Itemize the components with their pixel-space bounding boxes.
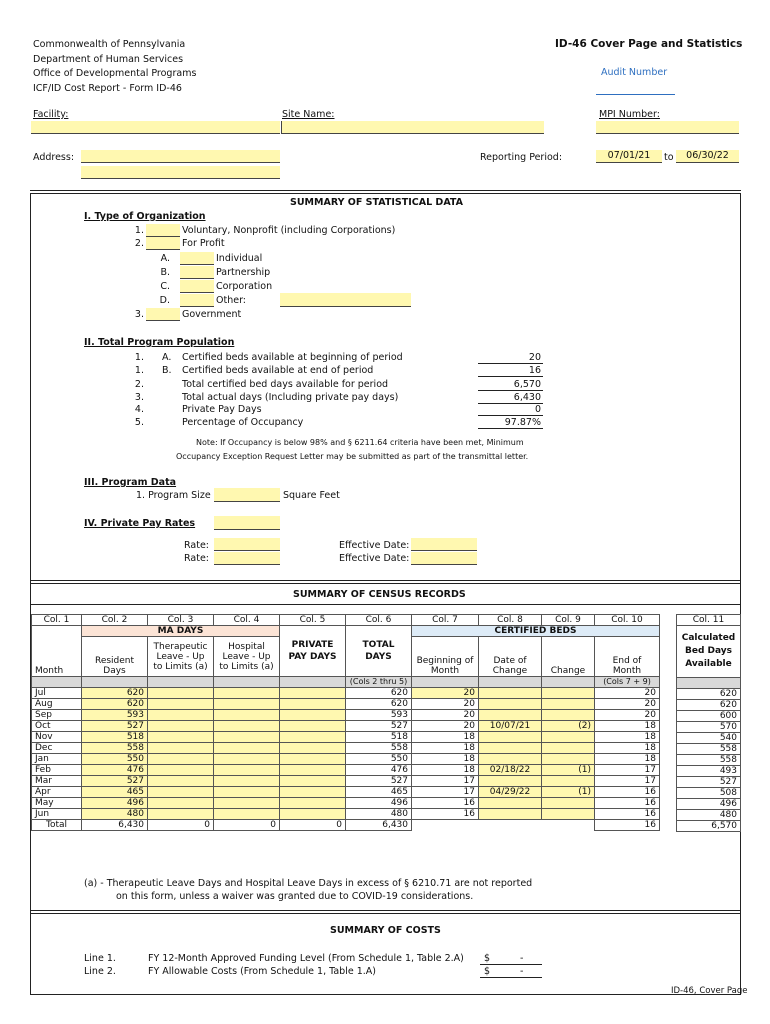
date-change-cell[interactable] [479,710,542,721]
cost-value: - [520,953,524,964]
total-hospital: 0 [214,820,280,831]
square-feet-label: Square Feet [283,490,340,501]
total-total: 6,430 [346,820,412,831]
total-private: 0 [280,820,346,831]
therapeutic-cell[interactable] [148,798,214,809]
calc-bed-days-cell: 620 [677,689,741,700]
period-to: to [664,152,674,163]
org-label: Corporation [216,281,273,292]
change-cell[interactable] [542,743,595,754]
end-month-cell: 18 [595,732,660,743]
calc-bed-days-cell: 558 [677,744,741,755]
private-pay-cell[interactable] [280,787,346,798]
private-pay-cell[interactable] [280,732,346,743]
facility-field[interactable] [31,121,280,134]
change-header: Change [542,637,595,677]
therapeutic-cell[interactable] [148,754,214,765]
end-month-cell: 17 [595,776,660,787]
cost-line-1-value [480,953,542,965]
cost-line-num: Line 1. [84,953,116,964]
pop-label: Certified beds available at end of period [182,365,374,376]
end-month-cell: 18 [595,721,660,732]
month-cell: Mar [32,776,82,787]
census-table [31,614,660,831]
hospital-cell[interactable] [214,710,280,721]
therapeutic-cell[interactable] [148,732,214,743]
resident-days-cell[interactable]: 593 [82,710,148,721]
census-row [32,798,660,809]
census-row [32,699,660,710]
rates-field[interactable] [214,516,280,530]
rate-field-1[interactable] [214,538,280,551]
census-row [32,721,660,732]
org-field-other[interactable] [180,294,214,307]
pop-value: 6,570 [478,379,543,391]
pop-value: 20 [478,352,543,364]
hospital-header: Hospital Leave - Up to Limits (a) [214,637,280,677]
resident-days-cell[interactable]: 465 [82,787,148,798]
col-label: Col. 11 [677,615,741,626]
org-label: For Profit [182,238,225,249]
change-cell[interactable] [542,809,595,820]
month-cell: Dec [32,743,82,754]
calc-bed-days-cell: 493 [677,766,741,777]
hospital-cell[interactable] [214,688,280,699]
pop-num: 1. [134,352,144,363]
beginning-cell: 18 [412,765,479,776]
change-cell[interactable]: (1) [542,787,595,798]
cost-value: - [520,966,524,977]
beginning-cell: 17 [412,787,479,798]
pop-sub: A. [162,352,172,363]
change-cell[interactable] [542,776,595,787]
org-label: Government [182,309,242,320]
pop-label: Total certified bed days available for period [182,379,389,390]
org-num: B. [160,267,170,278]
site-name-label: Site Name: [282,109,335,120]
calc-bed-days-header: Calculated Bed Days Available [677,626,741,678]
pop-label: Private Pay Days [182,404,262,415]
total-calc: 6,570 [677,821,741,832]
col-label: Col. 2 [82,615,148,626]
col-label: Col. 10 [595,615,660,626]
agency-block [33,38,196,96]
total-days-cell: 465 [346,787,412,798]
calc-bed-days-cell: 540 [677,733,741,744]
pop-num: 1. [134,365,144,376]
cost-line-label: FY 12-Month Approved Funding Level (From Schedule 1, Table 2.A) [148,953,464,964]
resident-days-cell[interactable]: 527 [82,721,148,732]
resident-days-cell[interactable]: 480 [82,809,148,820]
end-month-cell: 16 [595,798,660,809]
date-change-header: Date of Change [479,637,542,677]
col-label: Col. 8 [479,615,542,626]
end-month-header: End of Month [595,637,660,677]
month-cell: Aug [32,699,82,710]
cost-line-label: FY Allowable Costs (From Schedule 1, Table 1.A) [148,966,376,977]
agency-line: Department of Human Services [33,53,184,65]
resident-days-cell[interactable]: 527 [82,776,148,787]
org-field-government[interactable] [146,308,180,321]
org-heading: I. Type of Organization [84,211,206,222]
certified-beds-header: CERTIFIED BEDS [412,626,660,637]
date-change-cell[interactable] [479,688,542,699]
beginning-cell: 18 [412,732,479,743]
therapeutic-header: Therapeutic Leave - Up to Limits (a) [148,637,214,677]
statistical-title: SUMMARY OF STATISTICAL DATA [290,197,464,208]
total-therapeutic: 0 [148,820,214,831]
month-cell: Nov [32,732,82,743]
hospital-cell[interactable] [214,754,280,765]
private-pay-cell[interactable] [280,809,346,820]
therapeutic-cell[interactable] [148,809,214,820]
hospital-cell[interactable] [214,732,280,743]
change-cell[interactable]: (2) [542,721,595,732]
calc-bed-days-cell: 508 [677,788,741,799]
total-days-cell: 527 [346,721,412,732]
footnote-2: on this form, unless a waiver was granted due to COVID-19 considerations. [116,891,474,902]
agency-line: Commonwealth of Pennsylvania [33,39,186,50]
census-row [32,688,660,699]
month-cell: Oct [32,721,82,732]
org-label: Other: [216,295,247,306]
calc-bed-days-cell: 480 [677,810,741,821]
therapeutic-cell[interactable] [148,765,214,776]
agency-line: Office of Developmental Programs [33,68,197,79]
org-num: 3. [134,309,144,320]
date-change-cell[interactable] [479,776,542,787]
rate-label: Rate: [184,540,209,551]
resident-days-cell[interactable]: 620 [82,688,148,699]
program-size-label: 1. Program Size [136,490,211,501]
resident-days-cell[interactable]: 476 [82,765,148,776]
col-label: Col. 7 [412,615,479,626]
beginning-cell: 16 [412,809,479,820]
total-row [32,820,660,831]
period-end[interactable]: 06/30/22 [676,150,739,163]
resident-days-cell[interactable]: 550 [82,754,148,765]
beginning-cell: 18 [412,743,479,754]
pop-num: 4. [134,404,144,415]
effective-date-label: Effective Date: [339,540,410,551]
therapeutic-cell[interactable] [148,688,214,699]
census-row [32,754,660,765]
address-field-1[interactable] [81,150,280,163]
therapeutic-cell[interactable] [148,699,214,710]
month-cell: Jan [32,754,82,765]
private-pay-cell[interactable] [280,754,346,765]
month-cell: Feb [32,765,82,776]
beginning-cell[interactable]: 20 [412,688,479,699]
pop-sub: B. [162,365,172,376]
date-change-cell[interactable] [479,699,542,710]
col-label: Col. 4 [214,615,280,626]
beginning-cell: 16 [412,798,479,809]
org-label: Partnership [216,267,271,278]
private-pay-cell[interactable] [280,798,346,809]
beginning-cell: 17 [412,776,479,787]
resident-days-cell[interactable]: 496 [82,798,148,809]
census-row [32,765,660,776]
cols-2-5-note: (Cols 2 thru 5) [346,677,412,688]
private-pay-cell[interactable] [280,721,346,732]
effective-date-field-1[interactable] [411,538,477,551]
change-cell[interactable] [542,688,595,699]
costs-title: SUMMARY OF COSTS [330,925,441,936]
org-label: Voluntary, Nonprofit (including Corporations) [182,225,396,236]
date-change-cell[interactable]: 02/18/22 [479,765,542,776]
total-days-cell: 518 [346,732,412,743]
total-days-cell: 527 [346,776,412,787]
end-month-cell: 20 [595,699,660,710]
site-name-field[interactable] [281,121,544,134]
col-label: Col. 6 [346,615,412,626]
dollar-sign: $ [484,953,491,964]
change-cell[interactable] [542,732,595,743]
beginning-cell: 20 [412,721,479,732]
resident-days-header: Resident Days [82,637,148,677]
col-label: Col. 3 [148,615,214,626]
program-heading: III. Program Data [84,477,177,488]
change-cell[interactable] [542,754,595,765]
month-header: Month [32,626,82,677]
private-pay-header: PRIVATE PAY DAYS [280,626,346,677]
org-other-text-field[interactable] [280,293,411,307]
total-days-cell: 593 [346,710,412,721]
effective-date-label: Effective Date: [339,553,410,564]
therapeutic-cell[interactable] [148,743,214,754]
date-change-cell[interactable]: 04/29/22 [479,787,542,798]
address-field-2[interactable] [81,166,280,179]
rate-label: Rate: [184,553,209,564]
private-pay-cell[interactable] [280,743,346,754]
beginning-cell: 18 [412,754,479,765]
effective-date-field-2[interactable] [411,552,477,565]
pop-value: 6,430 [478,392,543,404]
footer-label: ID-46, Cover Page [671,986,748,996]
beginning-header: Beginning of Month [412,637,479,677]
census-row [32,787,660,798]
facility-label: Facility: [33,109,69,120]
end-month-cell: 18 [595,743,660,754]
end-month-cell: 20 [595,688,660,699]
note-line-2: Occupancy Exception Request Letter may be submitted as part of the transmittal letter. [176,452,529,461]
end-month-cell: 16 [595,787,660,798]
end-month-cell: 17 [595,765,660,776]
total-days-header: TOTAL DAYS [346,626,412,677]
date-change-cell[interactable] [479,798,542,809]
date-change-cell[interactable]: 10/07/21 [479,721,542,732]
private-pay-cell[interactable] [280,699,346,710]
program-size-field[interactable] [214,488,280,502]
census-row [32,809,660,820]
pop-value: 16 [478,365,543,377]
change-cell[interactable] [542,710,595,721]
census-row [32,743,660,754]
org-num: D. [159,295,170,306]
audit-number-line [596,94,675,95]
hospital-cell[interactable] [214,798,280,809]
census-title: SUMMARY OF CENSUS RECORDS [293,589,466,600]
month-cell: Sep [32,710,82,721]
end-month-cell: 20 [595,710,660,721]
therapeutic-cell[interactable] [148,787,214,798]
total-label: Total [32,820,82,831]
hospital-cell[interactable] [214,776,280,787]
col-label: Col. 1 [32,615,82,626]
org-label: Individual [216,253,263,264]
pop-label: Total actual days (Including private pay days) [182,392,399,403]
beginning-cell: 20 [412,699,479,710]
date-change-cell[interactable] [479,732,542,743]
calc-bed-days-cell: 600 [677,711,741,722]
change-cell[interactable] [542,798,595,809]
beginning-cell: 20 [412,710,479,721]
rates-heading: IV. Private Pay Rates [84,518,196,529]
org-num: 1. [134,225,144,236]
hospital-cell[interactable] [214,699,280,710]
period-start[interactable]: 07/01/21 [596,150,662,163]
org-num: 2. [134,238,144,249]
col-label-row [32,615,660,626]
therapeutic-cell[interactable] [148,710,214,721]
address-label: Address: [33,152,75,163]
org-field-forprofit[interactable] [146,237,180,250]
date-change-cell[interactable] [479,809,542,820]
resident-days-cell[interactable]: 620 [82,699,148,710]
total-days-cell: 496 [346,798,412,809]
pop-num: 2. [134,379,144,390]
total-days-cell: 480 [346,809,412,820]
total-days-cell: 620 [346,699,412,710]
cost-line-num: Line 2. [84,966,116,977]
calc-bed-days-cell: 558 [677,755,741,766]
pop-num: 5. [134,417,144,428]
month-cell: Apr [32,787,82,798]
org-num: C. [160,281,170,292]
private-pay-cell[interactable] [280,688,346,699]
therapeutic-cell[interactable] [148,721,214,732]
census-row [32,776,660,787]
pop-value: 0 [478,404,543,416]
end-month-cell: 18 [595,754,660,765]
hospital-cell[interactable] [214,787,280,798]
pop-value: 97.87% [478,417,543,429]
therapeutic-cell[interactable] [148,776,214,787]
census-row [32,732,660,743]
reporting-period-label: Reporting Period: [480,152,563,163]
calc-bed-days-cell: 527 [677,777,741,788]
rate-field-2[interactable] [214,552,280,565]
org-num: A. [160,253,170,264]
org-field-corporation[interactable] [180,280,214,293]
pop-num: 3. [134,392,144,403]
hospital-cell[interactable] [214,809,280,820]
cost-line-2-value [480,966,542,978]
org-field-nonprofit[interactable] [146,224,180,237]
org-field-partnership[interactable] [180,266,214,279]
form-title: ID-46 Cover Page and Statistics [555,38,743,50]
change-cell[interactable] [542,699,595,710]
hospital-cell[interactable] [214,743,280,754]
month-cell: Jul [32,688,82,699]
org-field-individual[interactable] [180,252,214,265]
ma-days-header: MA DAYS [82,626,280,637]
col-label: Col. 5 [280,615,346,626]
hospital-cell[interactable] [214,765,280,776]
pop-heading: II. Total Program Population [84,337,235,348]
end-month-cell: 16 [595,809,660,820]
col-label: Col. 9 [542,615,595,626]
month-cell: May [32,798,82,809]
resident-days-cell[interactable]: 558 [82,743,148,754]
audit-number-label: Audit Number [601,67,668,78]
hospital-cell[interactable] [214,721,280,732]
private-pay-cell[interactable] [280,776,346,787]
total-days-cell: 550 [346,754,412,765]
pop-label: Percentage of Occupancy [182,417,304,428]
resident-days-cell[interactable]: 518 [82,732,148,743]
date-change-cell[interactable] [479,754,542,765]
census-row [32,710,660,721]
calc-bed-days-cell: 570 [677,722,741,733]
month-cell: Jun [32,809,82,820]
change-cell[interactable]: (1) [542,765,595,776]
calc-bed-days-cell: 496 [677,799,741,810]
total-resident: 6,430 [82,820,148,831]
total-days-cell: 558 [346,743,412,754]
note-line-1: Note: If Occupancy is below 98% and § 6211.64 criteria have been met, Minimum [196,438,524,447]
private-pay-cell[interactable] [280,710,346,721]
private-pay-cell[interactable] [280,765,346,776]
agency-line: ICF/ID Cost Report - Form ID-46 [33,82,182,94]
total-end: 16 [595,820,660,831]
footnote-1: (a) - Therapeutic Leave Days and Hospital Leave Days in excess of § 6210.71 are not reported [84,878,533,889]
dollar-sign: $ [484,966,491,977]
total-days-cell: 476 [346,765,412,776]
total-days-cell: 620 [346,688,412,699]
cols-7-9-note: (Cols 7 + 9) [595,677,660,688]
mpi-field[interactable] [596,121,739,134]
pop-label: Certified beds available at beginning of period [182,352,403,363]
date-change-cell[interactable] [479,743,542,754]
calc-bed-days-cell: 620 [677,700,741,711]
mpi-label: MPI Number: [599,109,660,120]
col11-table [676,614,741,832]
